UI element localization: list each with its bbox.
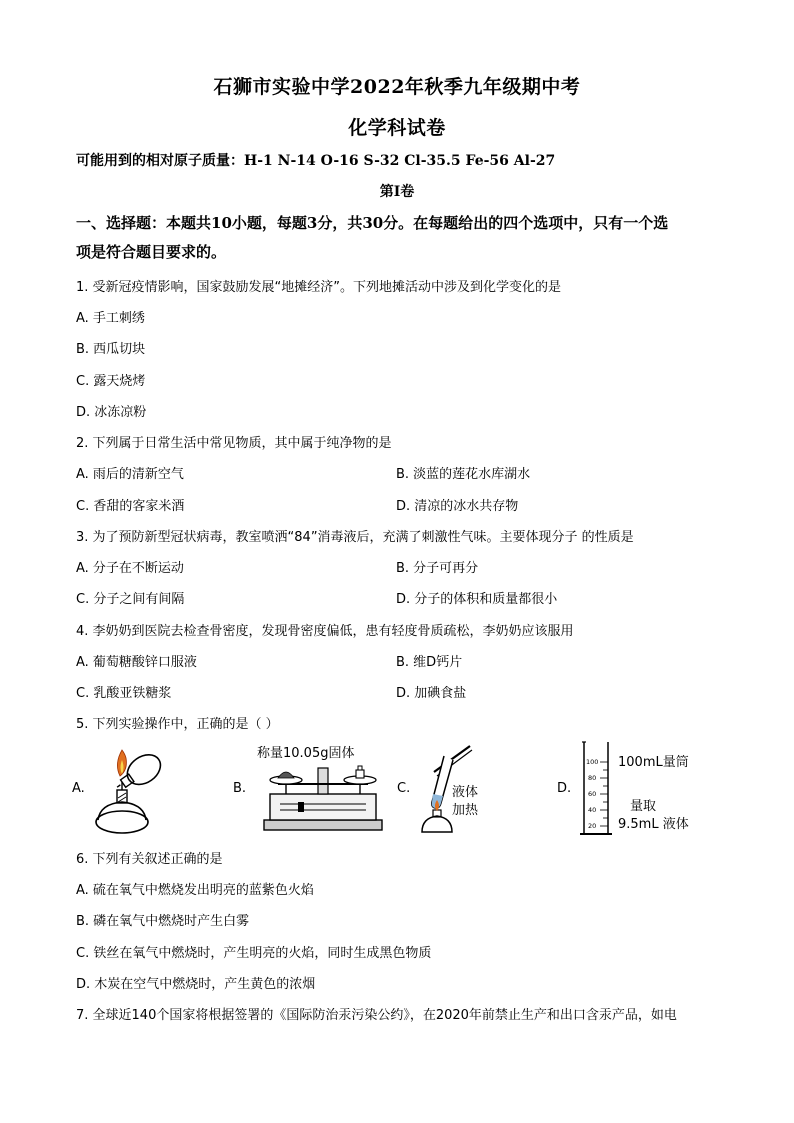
q3-option-c[interactable]: C. 分子之间有间隔 bbox=[76, 592, 185, 607]
exam-subject: 化学科试卷 bbox=[348, 117, 446, 139]
cylinder-tick-100: 100 bbox=[586, 758, 599, 766]
q6-option-a[interactable]: A. 硫在氧气中燃烧发出明亮的蓝紫色火焰 bbox=[76, 883, 314, 898]
q4-option-c[interactable]: C. 乳酸亚铁糖浆 bbox=[76, 686, 172, 701]
question-4-stem: 4. 李奶奶到医院去检查骨密度，发现骨密度偏低，患有轻度骨质疏松，李奶奶应该服用 bbox=[76, 624, 574, 639]
section-intro: 一、选择题：本题共10小题，每题3分，共30分。在每题给出的四个选项中，只有一个选 bbox=[76, 214, 669, 232]
q2-option-b[interactable]: B. 淡蓝的莲花水库湖水 bbox=[396, 467, 531, 482]
balance-scale-figure bbox=[258, 758, 388, 838]
liquid-caption: 液体 bbox=[452, 785, 479, 800]
cylinder-caption: 100mL量筒 bbox=[618, 755, 689, 770]
volume-heading: 第I卷 bbox=[379, 184, 415, 200]
cylinder-tick-40: 40 bbox=[588, 806, 597, 814]
q3-option-b[interactable]: B. 分子可再分 bbox=[396, 561, 479, 576]
alcohol-lamp-figure bbox=[92, 742, 172, 837]
measure-caption: 量取 bbox=[630, 799, 657, 814]
q3-option-d[interactable]: D. 分子的体积和质量都很小 bbox=[396, 592, 558, 607]
q3-option-a[interactable]: A. 分子在不断运动 bbox=[76, 561, 184, 576]
graduated-cylinder-figure bbox=[578, 740, 614, 838]
q1-option-c[interactable]: C. 露天烧烤 bbox=[76, 374, 146, 389]
cylinder-tick-80: 80 bbox=[588, 774, 597, 782]
q5-option-c[interactable]: C. bbox=[397, 781, 411, 796]
cylinder-tick-20: 20 bbox=[588, 822, 597, 830]
question-7-stem: 7. 全球近140个国家将根据签署的《国际防治汞污染公约》，在2020年前禁止生产和出口含汞产品，如电 bbox=[76, 1008, 677, 1023]
q1-option-d[interactable]: D. 冰冻凉粉 bbox=[76, 405, 147, 420]
q1-option-b[interactable]: B. 西瓜切块 bbox=[76, 342, 146, 357]
q4-option-d[interactable]: D. 加碘食盐 bbox=[396, 686, 467, 701]
question-6-stem: 6. 下列有关叙述正确的是 bbox=[76, 852, 223, 867]
atomic-masses: 可能用到的相对原子质量：H-1 N-14 O-16 S-32 Cl-35.5 Fe-56 Al-27 bbox=[76, 153, 556, 169]
question-2-stem: 2. 下列属于日常生活中常见物质，其中属于纯净物的是 bbox=[76, 436, 392, 451]
q6-option-b[interactable]: B. 磷在氧气中燃烧时产生白雾 bbox=[76, 914, 250, 929]
question-5-stem: 5. 下列实验操作中，正确的是（ ） bbox=[76, 717, 279, 732]
volume-caption: 9.5mL 液体 bbox=[618, 817, 689, 832]
section-intro-cont: 项是符合题目要求的。 bbox=[76, 243, 227, 261]
q5-option-d[interactable]: D. bbox=[557, 781, 572, 796]
q1-option-a[interactable]: A. 手工刺绣 bbox=[76, 311, 145, 326]
balance-caption: 称量10.05g固体 bbox=[257, 746, 355, 761]
q6-option-c[interactable]: C. 铁丝在氧气中燃烧时，产生明亮的火焰，同时生成黑色物质 bbox=[76, 946, 432, 961]
question-1-stem: 1. 受新冠疫情影响，国家鼓励发展“地摊经济”。下列地摊活动中涉及到化学变化的是 bbox=[76, 280, 562, 295]
q5-option-b[interactable]: B. bbox=[233, 781, 247, 796]
q2-option-d[interactable]: D. 清凉的冰水共存物 bbox=[396, 499, 519, 514]
q2-option-a[interactable]: A. 雨后的清新空气 bbox=[76, 467, 184, 482]
q4-option-a[interactable]: A. 葡萄糖酸锌口服液 bbox=[76, 655, 197, 670]
q4-option-b[interactable]: B. 维D钙片 bbox=[396, 655, 463, 670]
heating-caption: 加热 bbox=[452, 803, 479, 818]
cylinder-tick-60: 60 bbox=[588, 790, 597, 798]
q2-option-c[interactable]: C. 香甜的客家米酒 bbox=[76, 499, 185, 514]
q6-option-d[interactable]: D. 木炭在空气中燃烧时，产生黄色的浓烟 bbox=[76, 977, 316, 992]
question-3-stem: 3. 为了预防新型冠状病毒，教室喷洒“84”消毒液后，充满了刺激性气味。主要体现分子 的性质是 bbox=[76, 530, 634, 545]
q5-option-a[interactable]: A. bbox=[72, 781, 85, 796]
exam-title: 石狮市实验中学2022年秋季九年级期中考 bbox=[213, 76, 581, 98]
